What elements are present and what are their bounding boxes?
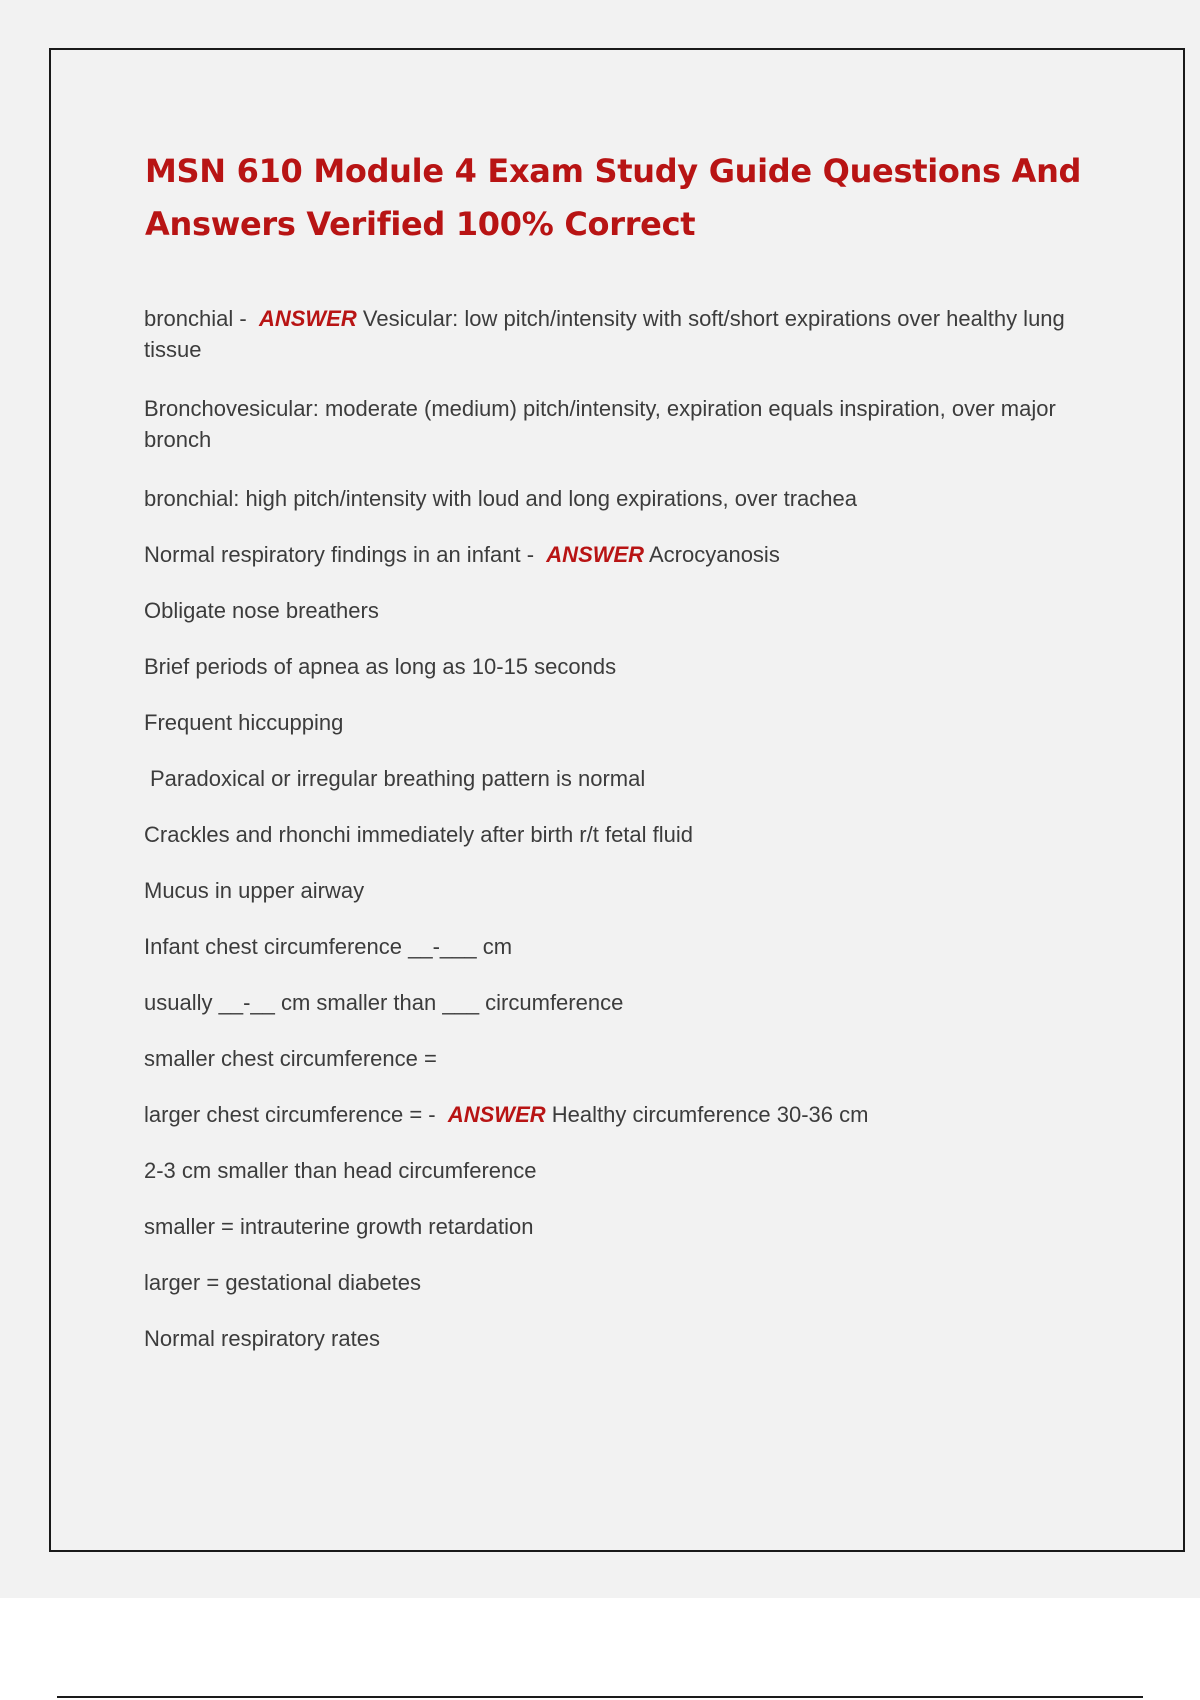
qa-line-mucus: Mucus in upper airway <box>144 878 365 903</box>
qa-line-gestational-diabetes: larger = gestational diabetes <box>144 1270 422 1295</box>
qa-line-nose-breathers: Obligate nose breathers <box>144 598 379 623</box>
qa-line-apnea: Brief periods of apnea as long as 10-15 seconds <box>144 654 617 679</box>
qa-line-growth-retardation: smaller = intrauterine growth retardation <box>144 1214 534 1239</box>
question-text: Normal respiratory findings in an infant - <box>144 542 541 567</box>
qa-line-head-circumference: 2-3 cm smaller than head circumference <box>144 1158 537 1183</box>
qa-line-smaller-chest: smaller chest circumference = <box>144 1046 437 1071</box>
answer-text: Healthy circumference 30-36 cm <box>551 1102 869 1127</box>
qa-line-infant-findings-question <box>144 539 1094 570</box>
qa-line-bronchial-question <box>144 303 1094 365</box>
qa-line-paradoxical-breathing: Paradoxical or irregular breathing pattern is normal <box>150 766 646 791</box>
qa-line-hiccupping: Frequent hiccupping <box>144 710 344 735</box>
answer-text: Vesicular: low pitch/intensity with soft/short expirations over healthy lung tissue <box>144 306 1065 362</box>
qa-line-respiratory-rates: Normal respiratory rates <box>144 1326 380 1351</box>
qa-line-crackles: Crackles and rhonchi immediately after birth r/t fetal fluid <box>144 822 694 847</box>
answer-text: Acrocyanosis <box>648 542 780 567</box>
qa-line-bronchovesicular: Bronchovesicular: moderate (medium) pitch/intensity, expiration equals inspiration, over major bronch <box>144 396 1056 452</box>
qa-line-chest-circumference: Infant chest circumference __-___ cm <box>144 934 513 959</box>
qa-line-larger-chest-question <box>144 1099 1094 1130</box>
question-text: bronchial - <box>144 306 253 331</box>
document-title: MSN 610 Module 4 Exam Study Guide Questions And Answers Verified 100% Correct <box>145 152 1082 243</box>
qa-line-bronchial-description: bronchial: high pitch/intensity with loud and long expirations, over trachea <box>144 486 857 511</box>
qa-list <box>144 303 1094 1379</box>
question-text: larger chest circumference = - <box>144 1102 442 1127</box>
answer-marker: ANSWER <box>447 1102 546 1127</box>
answer-marker: ANSWER <box>258 306 357 331</box>
footer-divider <box>57 1696 1143 1698</box>
qa-line-usually-smaller: usually __-__ cm smaller than ___ circumference <box>144 990 624 1015</box>
answer-marker: ANSWER <box>546 542 645 567</box>
